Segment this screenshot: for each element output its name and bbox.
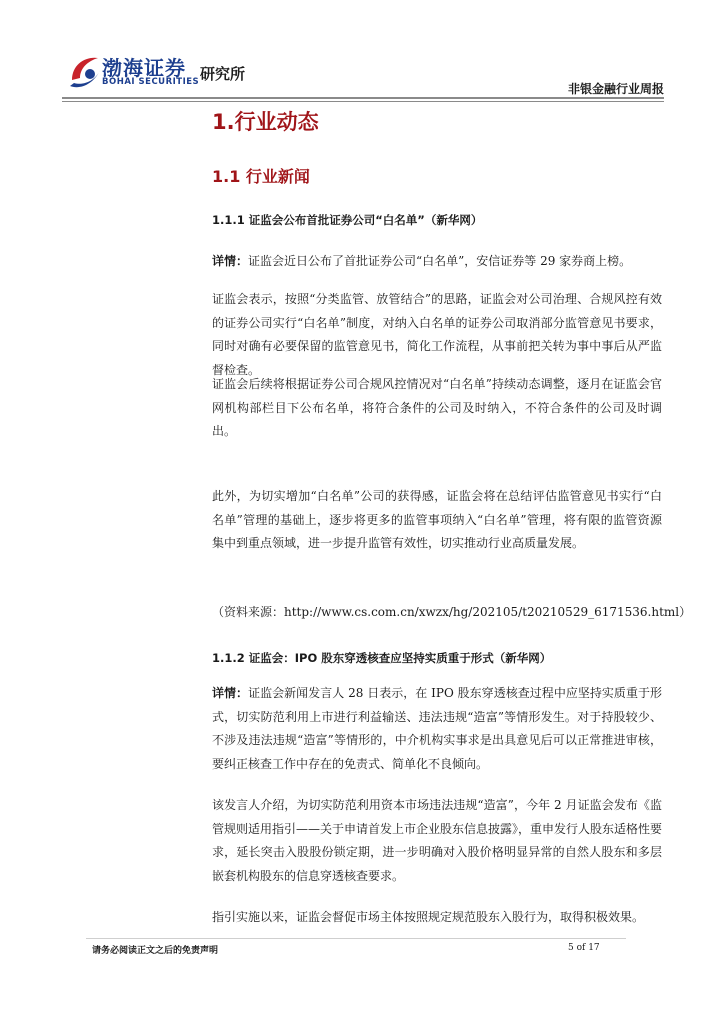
logo-english-text: BOHAI SECURITIES — [102, 77, 200, 87]
article-title: 1.1.2 证监会：IPO 股东穿透核查应坚持实质重于形式（新华网） — [212, 651, 552, 665]
article-paragraph: 证监会表示，按照“分类监管、放管结合”的思路，证监会对公司治理、合规风控有效的证券公司实行“白名单”制度，对纳入白名单的证券公司取消部分监管意见书要求，同时对确有必要保留的监管意见书，简化工作流程，从事前把关转为事中事后从严监督检查。 — [212, 292, 662, 377]
section-title: 1.行业动态 — [212, 110, 319, 134]
article-paragraph: 此外，为切实增加“白名单”公司的获得感，证监会将在总结评估监管意见书实行“白名单”管理的基础上，逐步将更多的监管事项纳入“白名单”管理，将有限的监管资源集中到重点领域，进一步提升监管有效性，切实推动行业高质量发展。 — [212, 489, 662, 550]
page-header — [0, 0, 724, 100]
detail-text: 证监会新闻发言人 28 日表示，在 IPO 股东穿透核查过程中应坚持实质重于形式，切实防范利用上市进行利益输送、违法违规“造富”等情形发生。对于持股较少、不涉及违法违规“造富”等情形的，中介机构实事求是出具意见后可以正常推进审核，要纠正核查工作中存在的免责式、简单化不良倾向。 — [212, 686, 662, 771]
page-number: 5 of 17 — [568, 943, 600, 953]
institute-label: 研究所 — [200, 65, 246, 83]
source-citation: （资料来源：http://www.cs.com.cn/xwzx/hg/202105/t20210529_6171536.html） — [212, 605, 692, 619]
article-detail — [212, 250, 662, 274]
header-divider-thin — [62, 101, 664, 102]
bohai-swoosh-icon — [68, 50, 102, 94]
article-paragraph: 指引实施以来，证监会督促市场主体按照规定规范股东入股行为，取得积极效果。 — [212, 910, 645, 924]
footer-disclaimer: 请务必阅读正文之后的免责声明 — [92, 946, 219, 956]
detail-label: 详情： — [212, 254, 249, 268]
detail-text: 证监会近日公布了首批证券公司“白名单”，安信证券等 29 家券商上榜。 — [248, 254, 632, 268]
subsection-title: 1.1 行业新闻 — [212, 167, 310, 186]
article-title: 1.1.1 证监会公布首批证券公司“白名单”（新华网） — [212, 213, 483, 227]
report-name: 非银金融行业周报 — [567, 82, 664, 96]
article-paragraph: 证监会后续将根据证券公司合规风控情况对“白名单”持续动态调整，逐月在证监会官网机构部栏目下公布名单，将符合条件的公司及时纳入，不符合条件的公司及时调出。 — [212, 377, 662, 438]
header-divider — [62, 97, 664, 99]
detail-label: 详情： — [212, 686, 249, 700]
logo-chinese-text: 渤海证券 — [102, 56, 186, 80]
footer-divider — [86, 938, 626, 939]
article-detail — [212, 682, 662, 776]
article-paragraph: 该发言人介绍，为切实防范利用资本市场违法违规“造富”，今年 2 月证监会发布《监管规则适用指引——关于申请首发上市企业股东信息披露》，重申发行人股东适格性要求，延长突击入股股份锁定期，进一步明确对入股价格明显异常的自然人股东和多层嵌套机构股东的信息穿透核查要求。 — [212, 798, 663, 883]
company-logo — [68, 50, 202, 96]
